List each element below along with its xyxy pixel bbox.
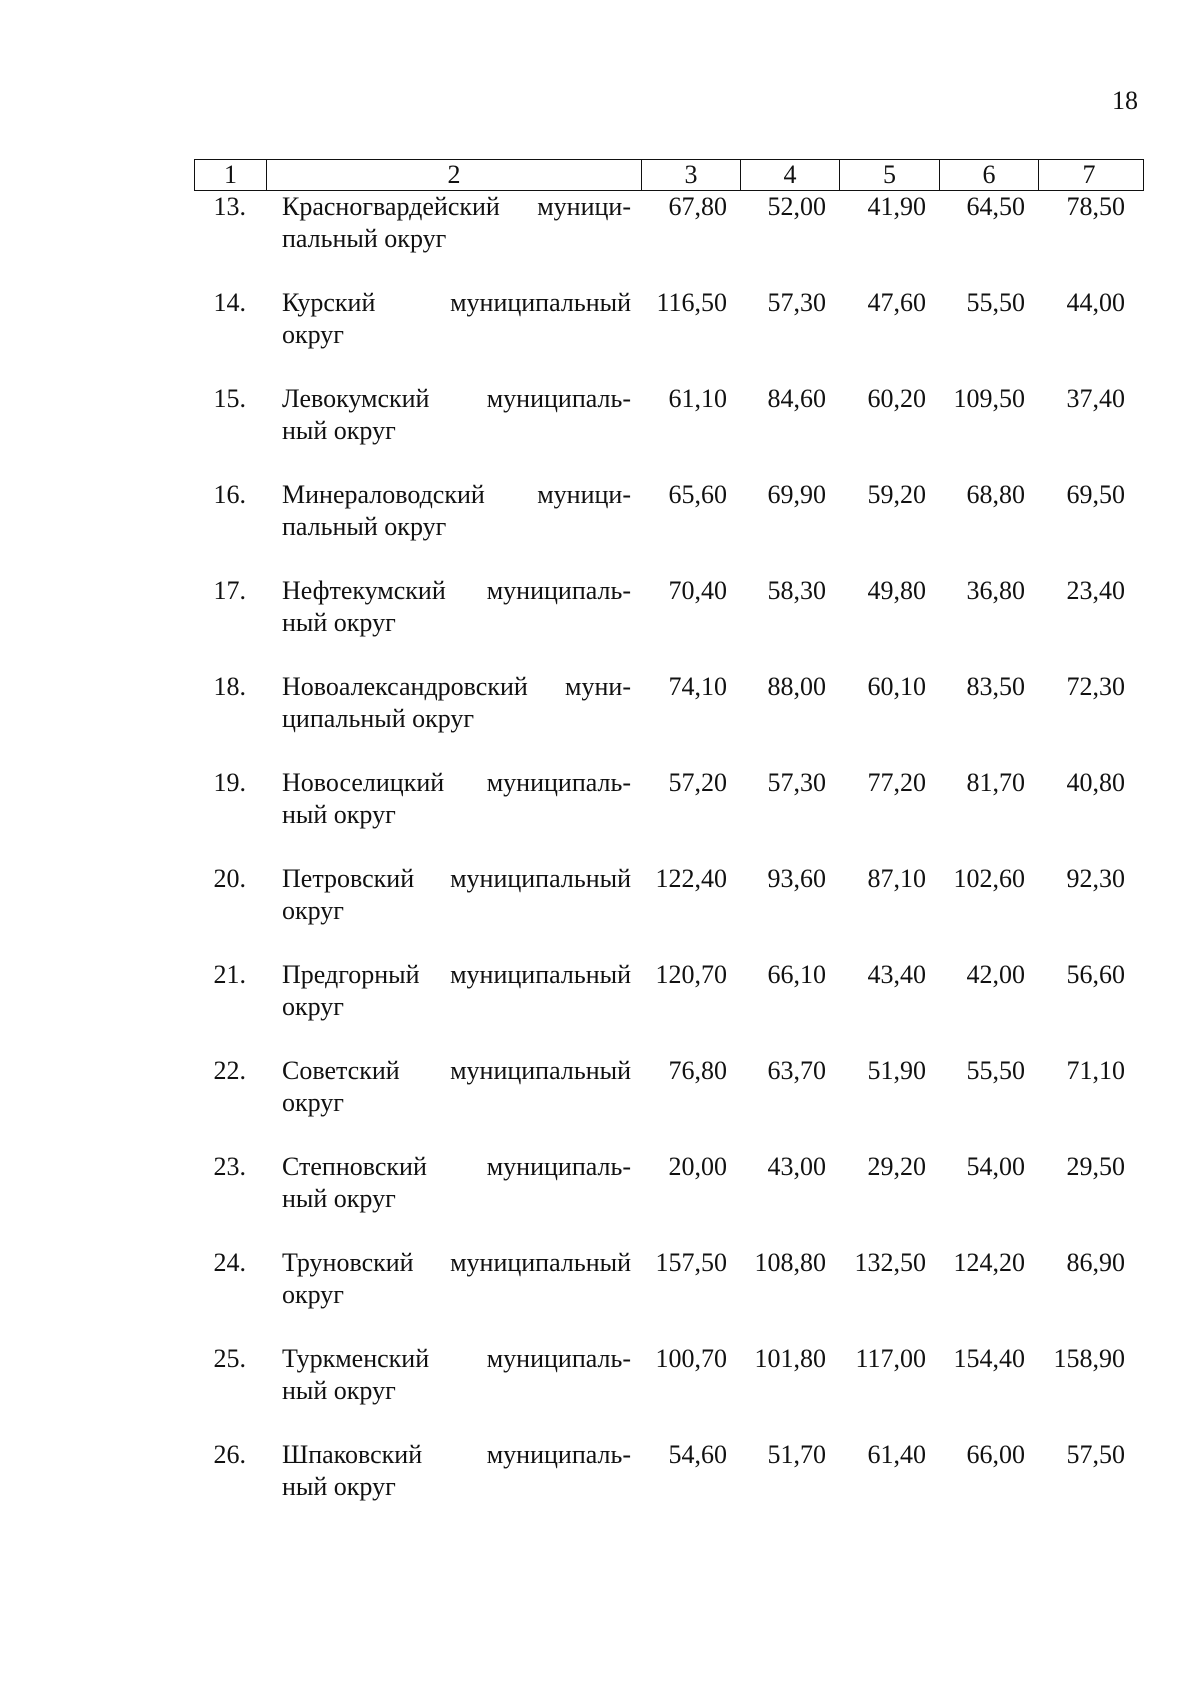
district-name-line1: Туркменский муниципаль- — [282, 1344, 631, 1373]
value-col-3: 120,70 — [655, 960, 727, 989]
column-header-2: 2 — [267, 160, 642, 190]
district-name-line2: округ — [282, 1088, 344, 1117]
table-row — [194, 767, 1144, 863]
district-name-line2: округ — [282, 1280, 344, 1309]
value-col-3: 74,10 — [668, 672, 727, 701]
table-row — [194, 287, 1144, 383]
table-row — [194, 479, 1144, 575]
column-header-1: 1 — [195, 160, 267, 190]
value-col-6: 68,80 — [966, 480, 1025, 509]
value-col-6: 55,50 — [966, 1056, 1025, 1085]
table-row — [194, 1055, 1144, 1151]
value-col-3: 67,80 — [668, 192, 727, 221]
value-col-3: 61,10 — [668, 384, 727, 413]
district-name — [266, 1247, 641, 1343]
value-col-5: 60,20 — [867, 384, 926, 413]
district-name-line2: пальный округ — [282, 512, 447, 541]
value-col-7: 57,50 — [1066, 1440, 1125, 1469]
value-col-5: 47,60 — [867, 288, 926, 317]
district-name-line1: Шпаковский муниципаль- — [282, 1440, 631, 1469]
table-row — [194, 1343, 1144, 1439]
district-name-line1: Новоалександровский муни- — [282, 672, 631, 701]
value-col-5: 117,00 — [855, 1344, 926, 1373]
row-number: 19. — [213, 768, 246, 797]
district-name — [266, 575, 641, 671]
row-number: 23. — [213, 1152, 246, 1181]
table-row — [194, 191, 1144, 287]
district-name-line1: Советский муниципальный — [282, 1056, 631, 1085]
district-name-line1: Труновский муниципальный — [282, 1248, 631, 1277]
value-col-3: 65,60 — [668, 480, 727, 509]
row-number: 18. — [213, 672, 246, 701]
district-name — [266, 671, 641, 767]
district-name — [266, 383, 641, 479]
value-col-6: 36,80 — [966, 576, 1025, 605]
value-col-6: 54,00 — [966, 1152, 1025, 1181]
value-col-4: 66,10 — [767, 960, 826, 989]
value-col-5: 41,90 — [867, 192, 926, 221]
value-col-7: 56,60 — [1066, 960, 1125, 989]
value-col-5: 61,40 — [867, 1440, 926, 1469]
value-col-4: 51,70 — [767, 1440, 826, 1469]
value-col-6: 42,00 — [966, 960, 1025, 989]
row-number: 17. — [213, 576, 246, 605]
value-col-7: 23,40 — [1066, 576, 1125, 605]
value-col-6: 83,50 — [966, 672, 1025, 701]
row-number: 15. — [213, 384, 246, 413]
value-col-6: 124,20 — [953, 1248, 1025, 1277]
district-name-line2: округ — [282, 896, 344, 925]
district-name — [266, 959, 641, 1055]
row-number: 16. — [213, 480, 246, 509]
value-col-5: 59,20 — [867, 480, 926, 509]
value-col-6: 64,50 — [966, 192, 1025, 221]
row-number: 25. — [213, 1344, 246, 1373]
value-col-7: 86,90 — [1066, 1248, 1125, 1277]
value-col-4: 52,00 — [767, 192, 826, 221]
value-col-6: 81,70 — [966, 768, 1025, 797]
table-header-row — [194, 159, 1144, 191]
value-col-3: 20,00 — [668, 1152, 727, 1181]
column-header-6: 6 — [940, 160, 1039, 190]
value-col-4: 93,60 — [767, 864, 826, 893]
value-col-4: 57,30 — [767, 768, 826, 797]
district-name — [266, 1439, 641, 1535]
value-col-5: 29,20 — [867, 1152, 926, 1181]
value-col-3: 54,60 — [668, 1440, 727, 1469]
district-name-line1: Новоселицкий муниципаль- — [282, 768, 631, 797]
table-row — [194, 863, 1144, 959]
table-row — [194, 671, 1144, 767]
value-col-5: 60,10 — [867, 672, 926, 701]
table-row — [194, 959, 1144, 1055]
row-number: 13. — [213, 192, 246, 221]
district-name-line2: пальный округ — [282, 224, 447, 253]
row-number: 26. — [213, 1440, 246, 1469]
value-col-4: 58,30 — [767, 576, 826, 605]
value-col-5: 87,10 — [867, 864, 926, 893]
district-name-line1: Нефтекумский муниципаль- — [282, 576, 631, 605]
value-col-4: 69,90 — [767, 480, 826, 509]
district-name-line1: Красногвардейский муници- — [282, 192, 631, 221]
value-col-5: 132,50 — [854, 1248, 926, 1277]
value-col-7: 92,30 — [1066, 864, 1125, 893]
value-col-6: 102,60 — [953, 864, 1025, 893]
table-row — [194, 1247, 1144, 1343]
table-row — [194, 575, 1144, 671]
data-table — [194, 159, 1144, 1535]
value-col-5: 77,20 — [867, 768, 926, 797]
value-col-6: 154,40 — [953, 1344, 1025, 1373]
value-col-4: 84,60 — [767, 384, 826, 413]
district-name — [266, 863, 641, 959]
value-col-7: 72,30 — [1066, 672, 1125, 701]
district-name-line1: Курский муниципальный — [282, 288, 631, 317]
value-col-3: 116,50 — [656, 288, 727, 317]
value-col-7: 37,40 — [1066, 384, 1125, 413]
district-name-line2: ный округ — [282, 1184, 396, 1213]
value-col-5: 51,90 — [867, 1056, 926, 1085]
district-name-line2: ный округ — [282, 416, 396, 445]
district-name — [266, 767, 641, 863]
value-col-7: 69,50 — [1066, 480, 1125, 509]
value-col-3: 70,40 — [668, 576, 727, 605]
district-name — [266, 1151, 641, 1247]
value-col-7: 158,90 — [1053, 1344, 1125, 1373]
value-col-3: 100,70 — [655, 1344, 727, 1373]
table-row — [194, 1151, 1144, 1247]
value-col-4: 57,30 — [767, 288, 826, 317]
district-name-line1: Петровский муниципальный — [282, 864, 631, 893]
district-name-line1: Минераловодский муници- — [282, 480, 631, 509]
value-col-6: 66,00 — [966, 1440, 1025, 1469]
district-name-line2: ный округ — [282, 1472, 396, 1501]
table-row — [194, 383, 1144, 479]
row-number: 20. — [213, 864, 246, 893]
district-name-line2: округ — [282, 992, 344, 1021]
page-number: 18 — [1112, 86, 1138, 115]
value-col-4: 63,70 — [767, 1056, 826, 1085]
value-col-3: 122,40 — [655, 864, 727, 893]
district-name — [266, 1343, 641, 1439]
district-name-line1: Левокумский муниципаль- — [282, 384, 631, 413]
value-col-3: 76,80 — [668, 1056, 727, 1085]
value-col-7: 40,80 — [1066, 768, 1125, 797]
district-name-line2: ный округ — [282, 608, 396, 637]
row-number: 21. — [213, 960, 246, 989]
column-header-3: 3 — [642, 160, 741, 190]
value-col-4: 88,00 — [767, 672, 826, 701]
district-name-line2: ный округ — [282, 1376, 396, 1405]
value-col-4: 43,00 — [767, 1152, 826, 1181]
value-col-7: 71,10 — [1066, 1056, 1125, 1085]
district-name — [266, 287, 641, 383]
value-col-5: 43,40 — [867, 960, 926, 989]
district-name — [266, 479, 641, 575]
row-number: 14. — [213, 288, 246, 317]
district-name-line2: ный округ — [282, 800, 396, 829]
district-name-line1: Предгорный муниципальный — [282, 960, 631, 989]
column-header-5: 5 — [840, 160, 940, 190]
value-col-3: 157,50 — [655, 1248, 727, 1277]
district-name — [266, 191, 641, 287]
value-col-7: 44,00 — [1066, 288, 1125, 317]
column-header-4: 4 — [741, 160, 840, 190]
value-col-7: 78,50 — [1066, 192, 1125, 221]
value-col-4: 108,80 — [754, 1248, 826, 1277]
value-col-4: 101,80 — [754, 1344, 826, 1373]
row-number: 24. — [213, 1248, 246, 1277]
value-col-6: 109,50 — [953, 384, 1025, 413]
district-name-line1: Степновский муниципаль- — [282, 1152, 631, 1181]
row-number: 22. — [213, 1056, 246, 1085]
table-row — [194, 1439, 1144, 1535]
value-col-5: 49,80 — [867, 576, 926, 605]
value-col-7: 29,50 — [1066, 1152, 1125, 1181]
column-header-7: 7 — [1082, 160, 1096, 189]
table-body — [194, 191, 1144, 1535]
value-col-6: 55,50 — [966, 288, 1025, 317]
district-name-line2: округ — [282, 320, 344, 349]
district-name-line2: ципальный округ — [282, 704, 475, 733]
district-name — [266, 1055, 641, 1151]
value-col-3: 57,20 — [668, 768, 727, 797]
